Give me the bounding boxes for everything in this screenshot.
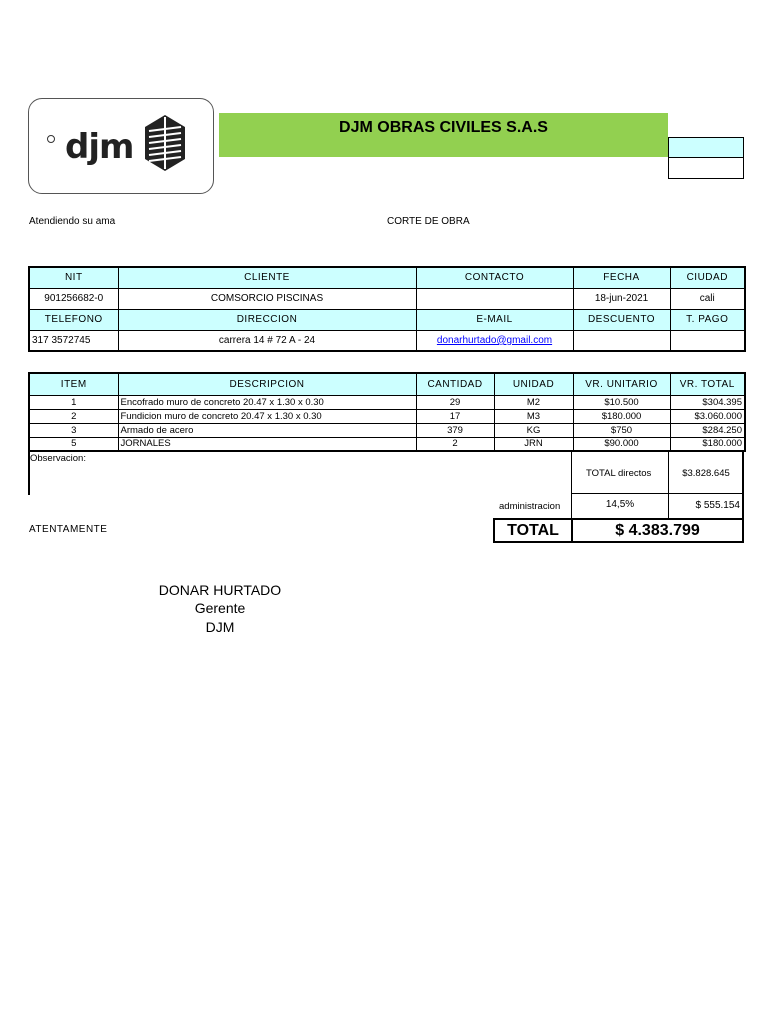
item-unit-price: $180.000 bbox=[573, 409, 670, 423]
admin-label: administracion bbox=[499, 501, 561, 512]
total-directos-value: $3.828.645 bbox=[682, 468, 730, 479]
grand-total-box bbox=[493, 518, 744, 543]
ciudad-value: cali bbox=[670, 288, 745, 309]
item-unit-price: $90.000 bbox=[573, 437, 670, 451]
header-tpago: T. PAGO bbox=[670, 309, 745, 330]
items-header-row bbox=[29, 373, 745, 395]
email-cell bbox=[416, 330, 573, 351]
signer-company: DJM bbox=[205, 619, 235, 635]
document-type: CORTE DE OBRA bbox=[387, 216, 470, 227]
item-description: Armado de acero bbox=[118, 423, 416, 437]
side-box-top bbox=[668, 137, 744, 158]
items-table bbox=[28, 372, 746, 452]
item-unit: M2 bbox=[494, 395, 573, 409]
header-item: ITEM bbox=[29, 373, 118, 395]
direccion-value: carrera 14 # 72 A - 24 bbox=[118, 330, 416, 351]
telefono-value: 317 3572745 bbox=[29, 330, 118, 351]
nit-value: 901256682-0 bbox=[29, 288, 118, 309]
item-total: $180.000 bbox=[670, 437, 745, 451]
observation-label: Observacion: bbox=[30, 453, 86, 464]
header-descuento: DESCUENTO bbox=[573, 309, 670, 330]
item-description: Encofrado muro de concreto 20.47 x 1.30 x 0.30 bbox=[118, 395, 416, 409]
item-description: Fundicion muro de concreto 20.47 x 1.30 x 0.30 bbox=[118, 409, 416, 423]
item-total: $284.250 bbox=[670, 423, 745, 437]
email-link[interactable]: donarhurtado@gmail.com bbox=[436, 334, 553, 346]
item-unit: M3 bbox=[494, 409, 573, 423]
intro-text: Atendiendo su ama bbox=[29, 216, 116, 227]
header-vr-unitario: VR. UNITARIO bbox=[573, 373, 670, 395]
item-quantity: 29 bbox=[416, 395, 494, 409]
contacto-value bbox=[416, 288, 573, 309]
header-descripcion: DESCRIPCION bbox=[118, 373, 416, 395]
side-box-bottom bbox=[668, 158, 744, 179]
client-header-row-2 bbox=[29, 309, 745, 330]
item-quantity: 2 bbox=[416, 437, 494, 451]
header-email: E-MAIL bbox=[416, 309, 573, 330]
header-cantidad: CANTIDAD bbox=[416, 373, 494, 395]
admin-value: $ 555.154 bbox=[695, 500, 740, 511]
client-header-row-1 bbox=[29, 267, 745, 288]
item-number: 2 bbox=[29, 409, 118, 423]
total-directos-label: TOTAL directos bbox=[572, 452, 669, 495]
cliente-value: COMSORCIO PISCINAS bbox=[118, 288, 416, 309]
header-unidad: UNIDAD bbox=[494, 373, 573, 395]
tpago-value bbox=[670, 330, 745, 351]
table-row bbox=[29, 437, 745, 451]
header-ciudad: CIUDAD bbox=[670, 267, 745, 288]
item-unit: KG bbox=[494, 423, 573, 437]
item-number: 1 bbox=[29, 395, 118, 409]
header-cliente: CLIENTE bbox=[118, 267, 416, 288]
company-title: DJM OBRAS CIVILES S.A.S bbox=[339, 119, 548, 136]
item-total: $3.060.000 bbox=[670, 409, 745, 423]
closing-text: ATENTAMENTE bbox=[29, 524, 108, 535]
grand-total-value: $ 4.383.799 bbox=[615, 522, 700, 539]
header-nit: NIT bbox=[29, 267, 118, 288]
fecha-value: 18-jun-2021 bbox=[573, 288, 670, 309]
signer-title: Gerente bbox=[194, 600, 246, 616]
signer-name: DONAR HURTADO bbox=[158, 582, 282, 598]
item-unit: JRN bbox=[494, 437, 573, 451]
header-vr-total: VR. TOTAL bbox=[670, 373, 745, 395]
logo-hole bbox=[47, 135, 55, 143]
header-telefono: TELEFONO bbox=[29, 309, 118, 330]
client-row-2 bbox=[29, 330, 745, 351]
item-quantity: 379 bbox=[416, 423, 494, 437]
client-row-1 bbox=[29, 288, 745, 309]
header-contacto: CONTACTO bbox=[416, 267, 573, 288]
item-unit-price: $10.500 bbox=[573, 395, 670, 409]
item-description: JORNALES bbox=[118, 437, 416, 451]
client-info-table bbox=[28, 266, 746, 352]
admin-percentage: 14,5% bbox=[572, 494, 669, 518]
item-quantity: 17 bbox=[416, 409, 494, 423]
table-row bbox=[29, 409, 745, 423]
item-number: 3 bbox=[29, 423, 118, 437]
logo-text: djm bbox=[65, 127, 134, 167]
stacked-lines-logo-icon bbox=[143, 113, 187, 173]
company-logo bbox=[28, 98, 214, 194]
header-band bbox=[219, 113, 668, 157]
table-row bbox=[29, 423, 745, 437]
item-number: 5 bbox=[29, 437, 118, 451]
header-direccion: DIRECCION bbox=[118, 309, 416, 330]
descuento-value bbox=[573, 330, 670, 351]
admin-box bbox=[571, 494, 744, 519]
total-directos-box bbox=[571, 451, 744, 494]
item-unit-price: $750 bbox=[573, 423, 670, 437]
table-row bbox=[29, 395, 745, 409]
header-fecha: FECHA bbox=[573, 267, 670, 288]
grand-total-label: TOTAL bbox=[495, 520, 573, 541]
item-total: $304.395 bbox=[670, 395, 745, 409]
